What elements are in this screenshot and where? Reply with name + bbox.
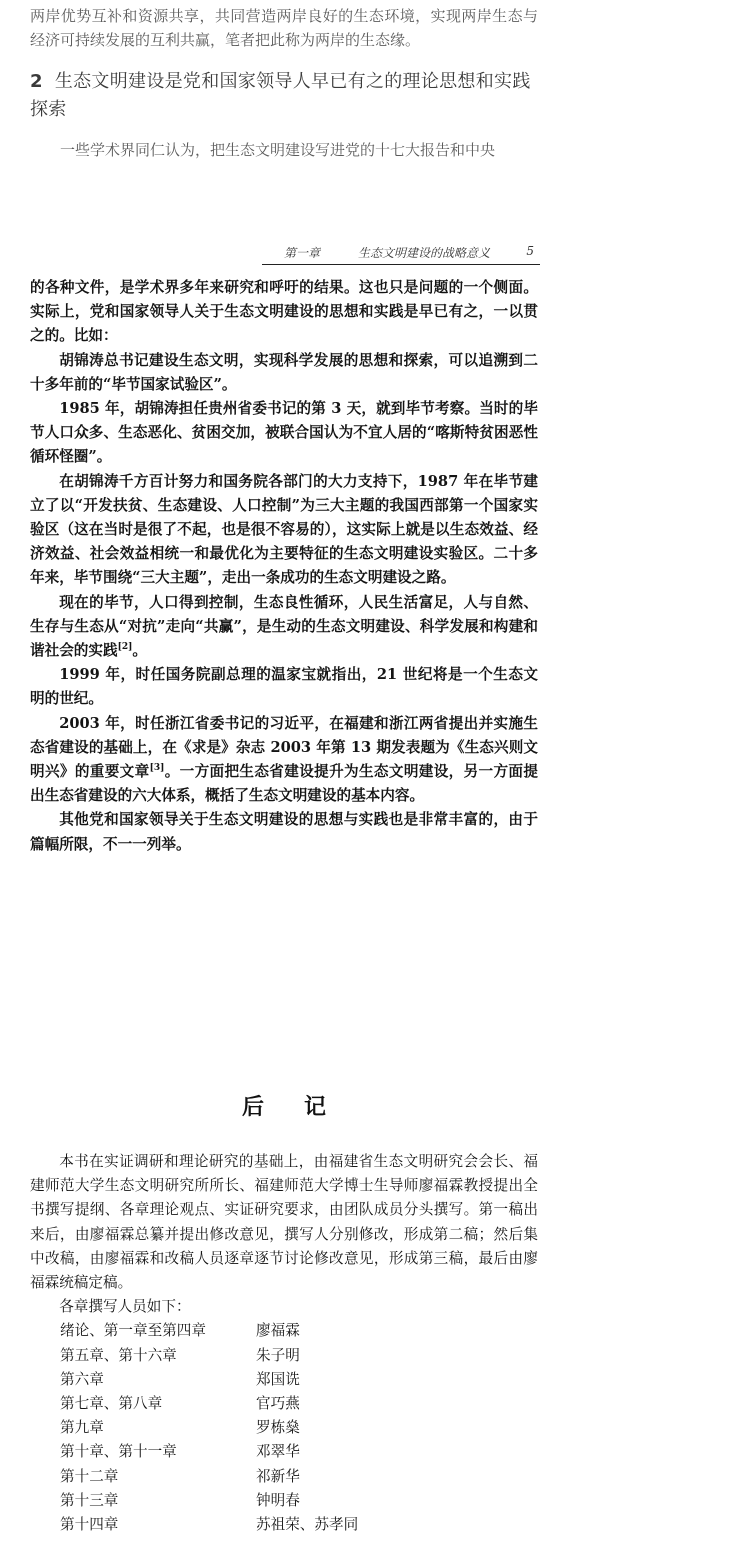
paragraph-5-end: 。 (132, 642, 147, 660)
running-header (262, 242, 540, 265)
section-title: 生态文明建设是党和国家领导人早已有之的理论思想和实践探索 (30, 71, 531, 120)
paragraph-3: 1985 年，胡锦涛担任贵州省委书记的第 3 天，就到毕节考察。当时的毕节人口众多、生态恶化、贫困交加，被联合国认为不宜人居的“喀斯特贫困恶性循环怪圈”。 (30, 400, 538, 466)
postscript-body (30, 1150, 538, 1537)
author-row (30, 1465, 538, 1489)
paragraph-6: 1999 年，时任国务院副总理的温家宝就指出，21 世纪将是一个生态文明的世纪。 (30, 666, 538, 708)
author-chapters: 第七章、第八章 (60, 1394, 163, 1412)
author-chapters: 第十四章 (60, 1515, 119, 1533)
author-chapters: 第九章 (60, 1419, 104, 1437)
author-row (30, 1319, 538, 1343)
paragraph-4: 在胡锦涛千方百计努力和国务院各部门的大力支持下，1987 年在毕节建立了以“开发扶贫、生态建设、人口控制”为三大主题的我国西部第一个国家实验区（这在当时是很了不起，也是很不容易的），这实际上就是以生态效益、经济效益、社会效益相统一和最优化为主要特征的生态文明建设实验区。二十多年来，毕节围绕“三大主题”，走出一条成功的生态文明建设之路。 (30, 472, 538, 587)
author-chapters: 第五章、第十六章 (60, 1346, 177, 1364)
body-text (30, 276, 538, 857)
author-row (30, 1368, 538, 1392)
citation-ref-3: [3] (149, 763, 165, 774)
author-row (30, 1489, 538, 1513)
author-chapters: 第十二章 (60, 1467, 119, 1485)
author-row (30, 1513, 538, 1537)
author-chapters: 第十章、第十一章 (60, 1443, 177, 1461)
paragraph-7 (30, 712, 538, 809)
paragraph-7-end: 。一方面把生态省建设提升为生态文明建设，另一方面提出生态省建设的六大体系，概括了生态文明建设的基本内容。 (30, 763, 538, 805)
postscript-paragraph: 本书在实证调研和理论研究的基础上，由福建省生态文明研究会会长、福建师范大学生态文明研究所所长、福建师范大学博士生导师廖福霖教授提出全书撰写提纲、各章理论观点、实证研究要求，由团队成员分头撰写。第一稿出来后，由廖福霖总纂并提出修改意见，撰写人分别修改，形成第二稿；然后集中改稿，由廖福霖和改稿人员逐章逐节讨论修改意见，形成第三稿，最后由廖福霖统稿定稿。 (30, 1153, 538, 1292)
author-names: 祁新华 (256, 1467, 300, 1485)
paragraph-5-text: 现在的毕节，人口得到控制，生态良性循环，人民生活富足，人与自然、生存与生态从“对抗”走向“共赢”，是生动的生态文明建设、科学发展和构建和谐社会的实践 (30, 593, 538, 660)
paragraph-5 (30, 591, 538, 664)
author-chapters: 绪论、第一章至第四章 (60, 1322, 206, 1340)
author-row (30, 1344, 538, 1368)
author-names: 罗栋燊 (256, 1419, 300, 1437)
author-names: 邓翠华 (256, 1443, 300, 1461)
section-intro-line: 一些学术界同仁认为，把生态文明建设写进党的十七大报告和中央 (60, 141, 496, 159)
author-chapters: 第十三章 (60, 1491, 119, 1509)
author-row (30, 1416, 538, 1440)
citation-ref-2: [2] (117, 642, 133, 653)
author-row (30, 1392, 538, 1416)
author-names: 郑国诜 (256, 1370, 300, 1388)
author-names: 朱子明 (256, 1346, 300, 1364)
author-names: 苏祖荣、苏孝同 (256, 1515, 359, 1533)
text-column (30, 4, 538, 162)
paragraph-2: 胡锦涛总书记建设生态文明，实现科学发展的思想和探索，可以追溯到二十多年前的“毕节国家试验区”。 (30, 351, 538, 393)
page-fragment-top (0, 0, 750, 195)
paragraph-7-text: 2003 年，时任浙江省委书记的习近平，在福建和浙江两省提出并实施生态省建设的基础上，在《求是》杂志 2003 年第 13 期发表题为《生态兴则文明兴》的重要文章 (30, 714, 538, 781)
postscript-title: 后记 (241, 1094, 366, 1120)
header-chapter: 第一章 (284, 246, 321, 260)
author-list-intro: 各章撰写人员如下： (59, 1298, 191, 1316)
paragraph-1: 的各种文件，是学术界多年来研究和呼吁的结果。这也只是问题的一个侧面。实际上，党和国家领导人关于生态文明建设的思想和实践是早已有之，一以贯之的。比如： (30, 279, 538, 345)
author-list (30, 1319, 538, 1537)
paragraph-8: 其他党和国家领导关于生态文明建设的思想与实践也是非常丰富的，由于篇幅所限，不一一列举。 (30, 811, 538, 853)
author-names: 官巧燕 (256, 1394, 300, 1412)
section-number: 2 (30, 71, 43, 92)
author-names: 廖福霖 (256, 1322, 300, 1340)
author-chapters: 第六章 (60, 1370, 104, 1388)
header-title: 生态文明建设的战略意义 (358, 246, 491, 260)
author-names: 钟明春 (256, 1491, 300, 1509)
page-number: 5 (526, 244, 534, 258)
continued-paragraph: 两岸优势互补和资源共享，共同营造两岸良好的生态环境，实现两岸生态与经济可持续发展的互利共赢，笔者把此称为两岸的生态缘。 (30, 7, 538, 49)
section-heading (30, 68, 538, 124)
author-row (30, 1440, 538, 1464)
page-5 (0, 236, 750, 916)
postscript-page (0, 1080, 750, 1546)
